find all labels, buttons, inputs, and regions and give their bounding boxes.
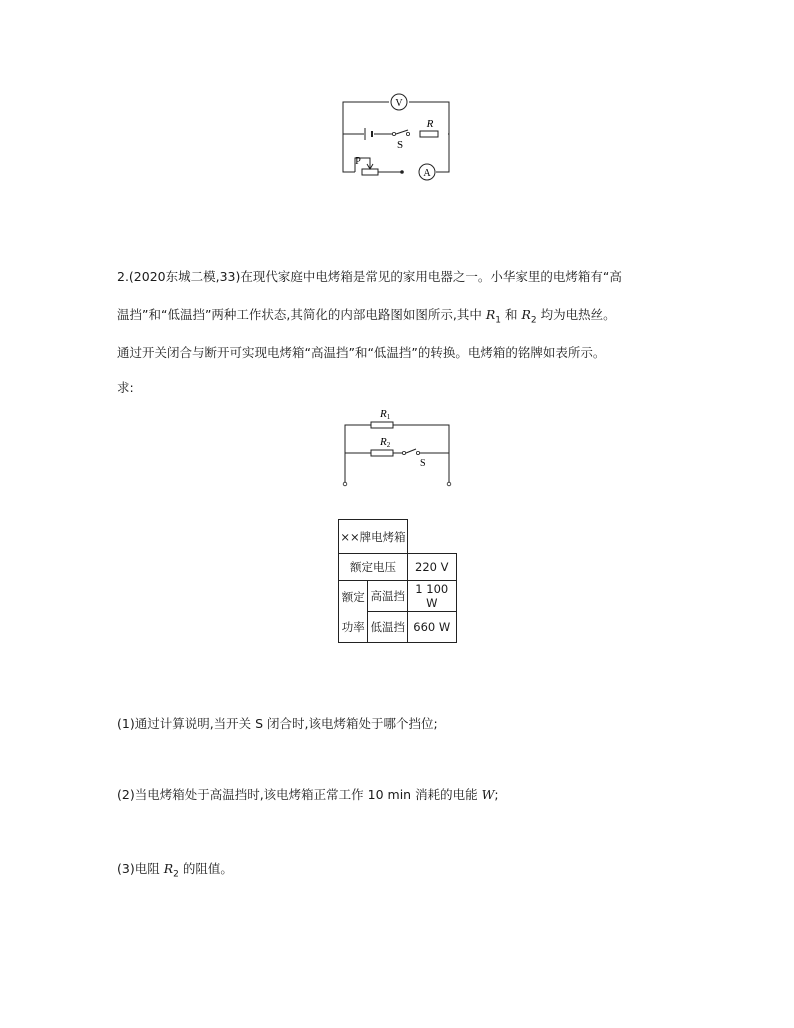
rated-power-label-2: 功率	[341, 619, 365, 634]
rated-power-label	[339, 581, 368, 643]
nameplate-table	[338, 519, 457, 643]
r2-subscript-q3: 2	[173, 869, 179, 880]
rated-voltage-value: 220 V	[408, 554, 457, 581]
question-line-2-start: 温挡”和“低温挡”两种工作状态,其简化的内部电路图如图所示,其中	[117, 307, 486, 322]
sub-question-1: (1)通过计算说明,当开关 S 闭合时,该电烤箱处于哪个挡位;	[117, 716, 438, 731]
r1-subscript: 1	[495, 315, 502, 326]
resistor-r2	[371, 450, 393, 456]
low-gear-value: 660 W	[408, 612, 457, 643]
circuit-diagram-1	[330, 88, 470, 188]
ammeter-label: A	[423, 168, 431, 179]
question-line-2	[117, 307, 616, 329]
sub-question-2	[117, 787, 499, 803]
r2-subscript: 2	[530, 315, 537, 326]
r2-symbol-q3: R	[163, 861, 174, 876]
r1-label: R1	[380, 408, 391, 421]
voltmeter-label: V	[395, 98, 403, 109]
resistor-r	[420, 131, 438, 137]
circuit-diagram-2	[334, 402, 460, 492]
r2-symbol: R	[521, 307, 531, 322]
question-line-4: 求:	[117, 380, 134, 395]
energy-symbol: W	[481, 787, 495, 802]
sub-question-3-end: 的阻值。	[178, 861, 233, 876]
switch-label: S	[396, 139, 404, 151]
question-line-3: 通过开关闭合与断开可实现电烤箱“高温挡”和“低温挡”的转换。电烤箱的铭牌如表所示。	[117, 345, 606, 360]
resistor-label: R	[426, 118, 434, 130]
rated-voltage-label: 额定电压	[339, 554, 408, 581]
low-gear-label: 低温挡	[368, 612, 408, 643]
question-line-2-end: 均为电热丝。	[536, 307, 616, 322]
terminal-right	[447, 482, 451, 486]
sub-question-2-end: ;	[494, 787, 499, 802]
high-gear-value: 1 100 W	[408, 581, 457, 612]
r1-symbol: R	[485, 307, 496, 322]
slider-label: P	[355, 156, 361, 167]
resistor-r1	[371, 422, 393, 428]
r2-label: R2	[380, 436, 391, 449]
switch-s-label: S	[420, 458, 426, 469]
question-line-1: 2.(2020东城二模,33)在现代家庭中电烤箱是常见的家用电器之一。小华家里的电烤箱有“高	[117, 269, 622, 284]
high-gear-label: 高温挡	[368, 581, 408, 612]
sub-question-2-text: (2)当电烤箱处于高温挡时,该电烤箱正常工作 10 min 消耗的电能	[117, 787, 482, 802]
nameplate-title: ××牌电烤箱	[339, 520, 408, 554]
terminal-left	[343, 482, 347, 486]
sub-question-3-text: (3)电阻	[117, 861, 164, 876]
question-line-2-and: 和	[501, 307, 522, 322]
sub-question-3	[117, 861, 233, 883]
rated-power-label-1: 额定	[341, 589, 365, 604]
